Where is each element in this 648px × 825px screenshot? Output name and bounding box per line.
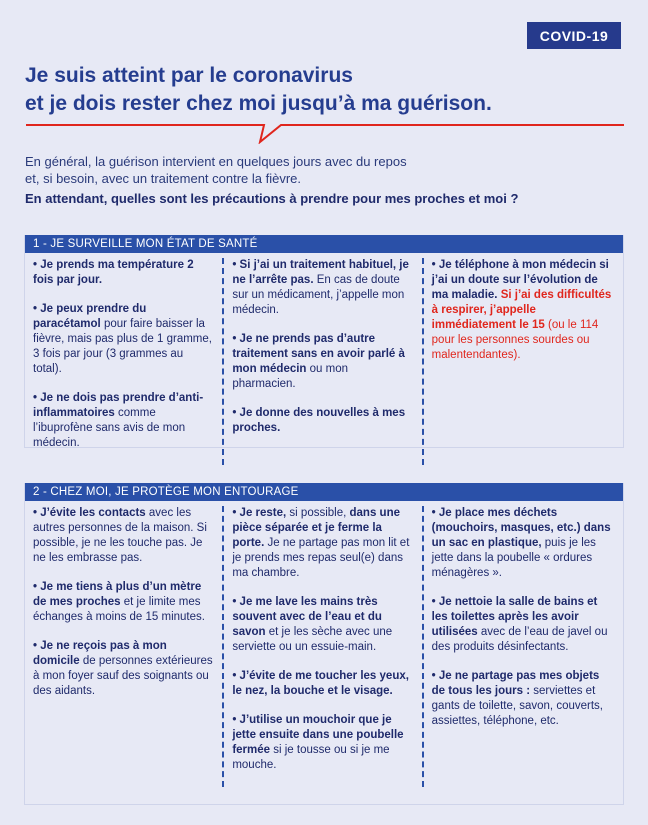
list-item: • Je me tiens à plus d’un mètre de mes proches et je limite mes échanges à moins de 15 minutes. [33,581,205,623]
section-protect-household [24,483,624,805]
list-item: • Si j’ai un traitement habituel, je ne l’arrête pas. En cas de doute sur un médicament, j’appelle mon médecin. [232,259,409,316]
intro-line-1: En général, la guérison intervient en quelques jours avec du repos [25,154,407,169]
section-heading: 2 - CHEZ MOI, JE PROTÈGE MON ENTOURAGE [25,483,623,501]
list-item: • Je me lave les mains très souvent avec de l’eau et du savon et je les sèche avec une serviette ou un essuie-main. [232,596,393,653]
intro-text [25,153,625,187]
section-heading: 1 - JE SURVEILLE MON ÉTAT DE SANTÉ [25,235,623,253]
section-health-monitoring [24,235,624,448]
list-item: • Je téléphone à mon médecin si j’ai un doute sur l’évolution de ma maladie. Si j’ai des difficultés à respirer, j’appelle immédiatement le 15 (ou le 114 pour les personnes sourdes ou malentendantes). [431,259,612,361]
list-item: • Je ne prends pas d’autre traitement sans en avoir parlé à mon médecin ou mon pharmacien. [232,333,405,390]
list-item: • Je peux prendre du paracétamol pour faire baisser la fièvre, mais pas plus de 1 gramme, 3 fois par jour (3 grammes au total). [33,303,212,375]
list-item: • Je ne dois pas prendre d’anti-inflammatoires comme l’ibuprofène sans avis de mon médecin. [33,392,204,449]
column-2 [224,258,423,465]
intro-line-2: et, si besoin, avec un traitement contre la fièvre. [25,171,302,186]
list-item: • Je ne partage pas mes objets de tous les jours : serviettes et gants de toilette, savon, couverts, assiettes, téléphone, etc. [431,670,603,727]
list-item: • Je donne des nouvelles à mes proches. [232,407,406,434]
title-line-1: Je suis atteint par le coronavirus [25,64,353,87]
column-2 [224,506,423,787]
covid-badge: COVID-19 [527,22,621,49]
title-line-2: et je dois rester chez moi jusqu’à ma guérison. [25,92,492,115]
list-item: • Je reste, si possible, dans une pièce séparée et je ferme la porte. Je ne partage pas mon lit et je prends mes repas seul(e) dans ma chambre. [232,507,410,579]
list-item: • Je place mes déchets (mouchoirs, masques, etc.) dans un sac en plastique, puis je les jette dans la poubelle « ordures ménagères ». [431,507,611,579]
list-item: • Je prends ma température 2 fois par jour. [33,259,194,286]
column-1 [25,258,224,465]
page-title [25,62,585,118]
list-item: • J’évite de me toucher les yeux, le nez, la bouche et le visage. [232,670,409,697]
question-text: En attendant, quelles sont les précautions à prendre pour mes proches et moi ? [25,191,519,206]
speech-bubble-divider [26,124,624,144]
list-item: • J’évite les contacts avec les autres personnes de la maison. Si possible, je ne les touche pas. Je ne les embrasse pas. [33,507,207,564]
list-item: • Je ne reçois pas à mon domicile de personnes extérieures à mon foyer sauf des soignants ou des aidants. [33,640,213,697]
list-item: • J’utilise un mouchoir que je jette ensuite dans une poubelle fermée si je tousse ou si je me mouche. [232,714,404,771]
column-3 [424,258,623,465]
list-item: • Je nettoie la salle de bains et les toilettes après les avoir utilisées avec de l’eau de javel ou des produits désinfectants. [431,596,608,653]
column-3 [424,506,623,787]
column-1 [25,506,224,787]
